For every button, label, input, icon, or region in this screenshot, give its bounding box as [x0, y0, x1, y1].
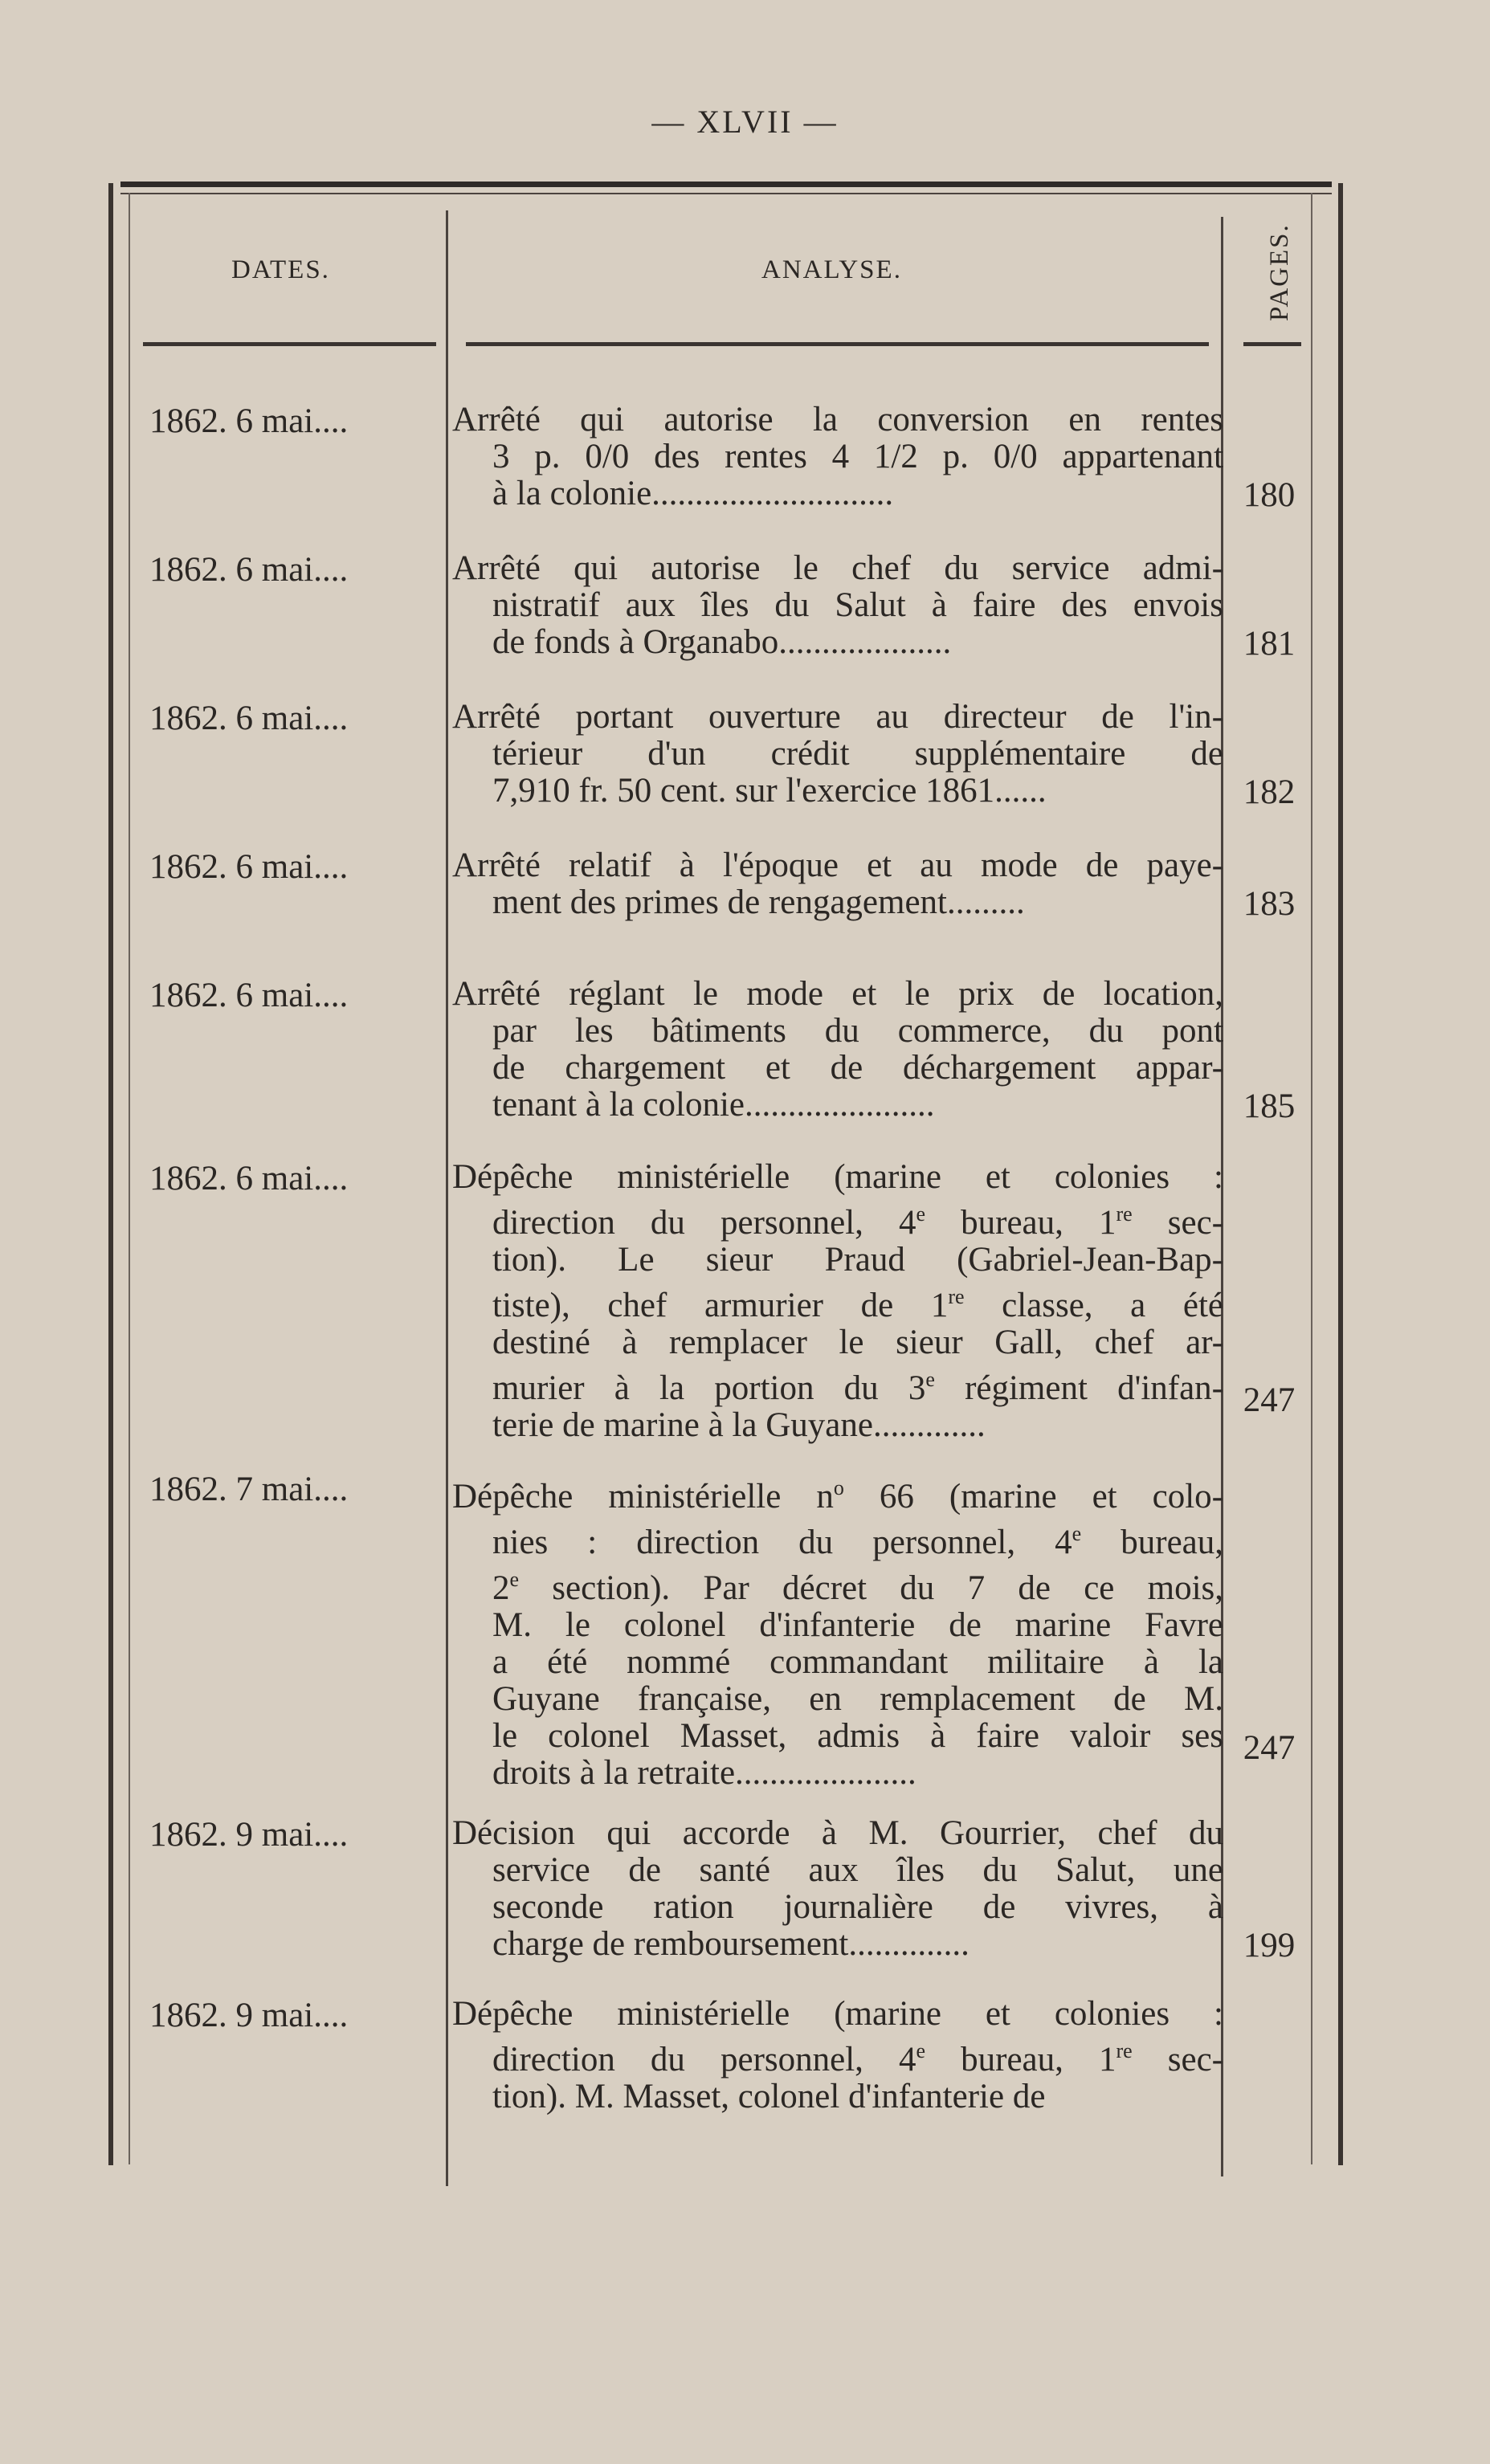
entry-analysis-line: tenant à la colonie...................... [492, 1087, 935, 1124]
entry-analysis-line: de chargement et de déchargement appar- [492, 1050, 1223, 1087]
entry-date: 1862. 9 mai.... [149, 1816, 349, 1854]
entry-analysis-line: tion). Le sieur Praud (Gabriel-Jean-Bap- [492, 1242, 1223, 1279]
entry-analysis [452, 550, 1223, 661]
entry-page-number: 181 [1243, 625, 1296, 663]
entry-page-number: 247 [1243, 1729, 1296, 1767]
column-divider-dates [446, 210, 448, 2186]
entry-analysis-line: 3 p. 0/0 des rentes 4 1/2 p. 0/0 appartenant [492, 439, 1223, 475]
entry-page-number: 199 [1243, 1927, 1296, 1964]
column-header-analyse: ANALYSE. [761, 255, 902, 284]
entry-analysis-line: de fonds à Organabo.................... [492, 624, 952, 661]
entry-page-number: 247 [1243, 1381, 1296, 1419]
entry-analysis-line: Dépêche ministérielle (marine et colonies : [452, 1996, 1223, 2033]
entry-page-number: 182 [1243, 773, 1296, 811]
entry-date: 1862. 6 mai.... [149, 848, 349, 886]
entry-date: 1862. 9 mai.... [149, 1997, 349, 2034]
entry-analysis-line: seconde ration journalière de vivres, à [492, 1889, 1223, 1926]
entry-analysis-line: le colonel Masset, admis à faire valoir ses [492, 1718, 1223, 1755]
entry-date: 1862. 6 mai.... [149, 1160, 349, 1197]
entry-date: 1862. 6 mai.... [149, 551, 349, 589]
entry-date: 1862. 6 mai.... [149, 402, 349, 440]
table-inner-right-rule [1311, 193, 1312, 2164]
entry-analysis-line: tion). M. Masset, colonel d'infanterie de [492, 2078, 1046, 2115]
entry-analysis-line: Dépêche ministérielle $n^o$ 66 (marine et colo- [452, 1476, 1223, 1516]
entry-analysis-line: 7,910 fr. 50 cent. sur l'exercice 1861...... [492, 773, 1047, 810]
entry-analysis-line: Guyane française, en remplacement de M. [492, 1681, 1223, 1718]
entry-page-number: 183 [1243, 885, 1296, 923]
entry-analysis-line: ment des primes de rengagement......... [492, 884, 1025, 921]
entry-analysis-line: terie de marine à la Guyane............. [492, 1407, 986, 1444]
entry-analysis-line: Dépêche ministérielle (marine et colonies : [452, 1159, 1223, 1196]
entry-analysis-line: droits à la retraite..................... [492, 1755, 916, 1792]
header-rule-pages [1243, 342, 1301, 346]
entry-analysis-line: direction du personnel, 4e bureau, 1re sec- [492, 2039, 1223, 2078]
entry-analysis-line: Décision qui accorde à M. Gourrier, chef du [452, 1815, 1223, 1852]
entry-analysis-line: charge de remboursement.............. [492, 1926, 970, 1963]
entry-analysis [452, 402, 1223, 512]
column-header-pages: PAGES. [1265, 223, 1294, 321]
entry-page-number: 185 [1243, 1087, 1296, 1125]
entry-analysis-line: par les bâtiments du commerce, du pont [492, 1013, 1223, 1050]
entry-analysis-line: nistratif aux îles du Salut à faire des envois [492, 587, 1223, 624]
entry-analysis-line: destiné à remplacer le sieur Gall, chef ar- [492, 1324, 1223, 1361]
entry-analysis-line: Arrêté portant ouverture au directeur de l'in- [452, 699, 1223, 736]
entry-analysis [452, 1159, 1223, 1444]
entry-analysis-line: tiste), chef armurier de 1re classe, a été [492, 1285, 1223, 1324]
entry-analysis-line: térieur d'un crédit supplémentaire de [492, 736, 1223, 773]
entry-date: 1862. 6 mai.... [149, 700, 349, 737]
entry-analysis-line: à la colonie............................ [492, 475, 894, 512]
entry-analysis-line: a été nommé commandant militaire à la [492, 1644, 1223, 1681]
entry-analysis [452, 847, 1223, 921]
page-number: — XLVII — [651, 104, 839, 140]
header-rule-analyse [466, 342, 1209, 346]
entry-analysis-line: Arrêté qui autorise la conversion en rentes [452, 402, 1223, 439]
entry-date: 1862. 6 mai.... [149, 977, 349, 1014]
entry-analysis-line: Arrêté réglant le mode et le prix de location, [452, 976, 1223, 1013]
entry-analysis [452, 1996, 1223, 2115]
entry-analysis-line: Arrêté relatif à l'époque et au mode de paye- [452, 847, 1223, 884]
column-header-dates: DATES. [231, 255, 330, 284]
entry-analysis [452, 976, 1223, 1124]
entry-page-number: 180 [1243, 476, 1296, 514]
entry-analysis [452, 1470, 1223, 1792]
header-rule-dates [143, 342, 436, 346]
entry-analysis-line: direction du personnel, 4e bureau, 1re sec- [492, 1202, 1223, 1242]
table-inner-left-rule [129, 193, 130, 2164]
entry-analysis [452, 1815, 1223, 1963]
entry-analysis-line: service de santé aux îles du Salut, une [492, 1852, 1223, 1889]
entry-analysis-line: nies : direction du personnel, 4e bureau, [492, 1522, 1223, 1561]
entry-analysis-line: M. le colonel d'infanterie de marine Favre [492, 1607, 1223, 1644]
entry-analysis [452, 699, 1223, 810]
entry-date: 1862. 7 mai.... [149, 1471, 349, 1508]
entry-analysis-line: Arrêté qui autorise le chef du service admi- [452, 550, 1223, 587]
entry-analysis-line: 2e section). Par décret du 7 de ce mois, [492, 1568, 1223, 1607]
entry-analysis-line: murier à la portion du 3e régiment d'infan- [492, 1368, 1223, 1407]
